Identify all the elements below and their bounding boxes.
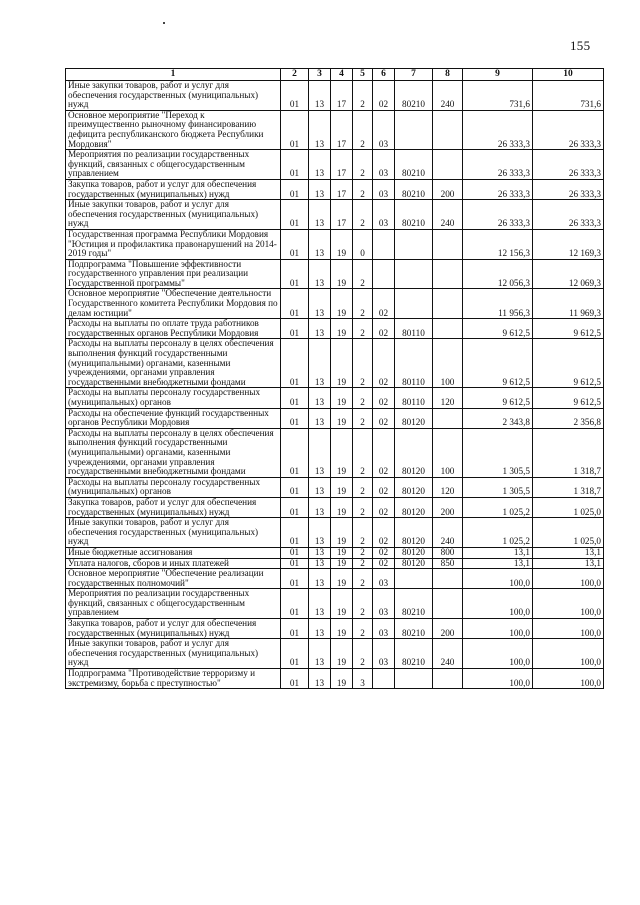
header-cell-3: 3 (309, 69, 331, 81)
row-code-cell: 13 (309, 518, 331, 548)
row-name-cell: Основное мероприятие "Обеспечение реализации государственных полномочий" (66, 569, 281, 589)
row-code-cell: 13 (309, 339, 331, 388)
row-code-cell: 13 (309, 150, 331, 180)
row-code-cell: 240 (433, 518, 463, 548)
row-code-cell: 01 (281, 569, 309, 589)
row-code-cell: 80120 (395, 497, 433, 517)
row-code-cell: 13 (309, 619, 331, 639)
row-code-cell: 01 (281, 589, 309, 619)
row-code-cell: 01 (281, 477, 309, 497)
row-amount-cell: 1 025,2 (463, 497, 533, 517)
row-code-cell: 13 (309, 547, 331, 558)
row-code-cell: 03 (373, 589, 395, 619)
row-code-cell: 02 (373, 289, 395, 319)
row-code-cell: 2 (353, 150, 373, 180)
row-code-cell: 01 (281, 428, 309, 477)
row-code-cell: 80120 (395, 408, 433, 428)
page-number: 155 (570, 38, 591, 53)
row-code-cell: 19 (331, 518, 353, 548)
row-code-cell (433, 259, 463, 289)
row-code-cell: 03 (373, 200, 395, 230)
row-code-cell: 03 (373, 110, 395, 149)
row-code-cell: 80210 (395, 200, 433, 230)
row-amount-cell: 12 156,3 (463, 229, 533, 259)
row-amount-cell: 1 025,2 (463, 518, 533, 548)
row-name-cell: Расходы на выплаты по оплате труда работников государственных органов Республики Мордовия (66, 319, 281, 339)
row-amount-cell: 100,0 (463, 669, 533, 689)
row-code-cell: 2 (353, 339, 373, 388)
row-code-cell: 13 (309, 388, 331, 408)
row-code-cell: 02 (373, 339, 395, 388)
row-code-cell: 13 (309, 569, 331, 589)
row-code-cell: 2 (353, 408, 373, 428)
row-code-cell: 2 (353, 289, 373, 319)
row-code-cell: 19 (331, 259, 353, 289)
row-code-cell: 0 (353, 229, 373, 259)
row-code-cell: 19 (331, 408, 353, 428)
row-code-cell: 19 (331, 388, 353, 408)
row-code-cell: 17 (331, 81, 353, 111)
row-code-cell: 800 (433, 547, 463, 558)
header-cell-7: 7 (395, 69, 433, 81)
header-cell-6: 6 (373, 69, 395, 81)
row-code-cell: 13 (309, 639, 331, 669)
row-code-cell: 13 (309, 477, 331, 497)
row-amount-cell: 2 343,8 (463, 408, 533, 428)
row-amount-cell: 1 025,0 (533, 497, 604, 517)
row-amount-cell: 100,0 (533, 639, 604, 669)
table-row (66, 150, 604, 180)
row-code-cell: 02 (373, 388, 395, 408)
row-code-cell: 01 (281, 259, 309, 289)
row-amount-cell: 731,6 (463, 81, 533, 111)
row-code-cell: 13 (309, 200, 331, 230)
row-code-cell: 01 (281, 150, 309, 180)
row-code-cell: 19 (331, 558, 353, 569)
row-code-cell (433, 408, 463, 428)
row-code-cell: 17 (331, 150, 353, 180)
header-cell-2: 2 (281, 69, 309, 81)
row-code-cell: 200 (433, 619, 463, 639)
row-name-cell: Расходы на выплаты персоналу государственных (муниципальных) органов (66, 477, 281, 497)
row-code-cell: 850 (433, 558, 463, 569)
table-row (66, 639, 604, 669)
row-name-cell: Закупка товаров, работ и услуг для обеспечения государственных (муниципальных) нужд (66, 619, 281, 639)
row-code-cell: 13 (309, 259, 331, 289)
row-code-cell: 02 (373, 558, 395, 569)
row-code-cell: 13 (309, 497, 331, 517)
row-amount-cell: 12 056,3 (463, 259, 533, 289)
row-code-cell: 01 (281, 558, 309, 569)
row-code-cell: 80210 (395, 150, 433, 180)
row-code-cell: 2 (353, 179, 373, 199)
row-code-cell: 80210 (395, 589, 433, 619)
row-code-cell: 19 (331, 229, 353, 259)
row-name-cell: Иные закупки товаров, работ и услуг для обеспечения государственных (муниципальных) нужд (66, 518, 281, 548)
row-code-cell: 01 (281, 408, 309, 428)
row-code-cell: 2 (353, 319, 373, 339)
row-name-cell: Государственная программа Республики Мордовия "Юстиция и профилактика правонарушений на 2014-2019 годы" (66, 229, 281, 259)
row-code-cell: 02 (373, 408, 395, 428)
row-code-cell: 03 (373, 150, 395, 180)
row-code-cell: 03 (373, 619, 395, 639)
row-code-cell: 2 (353, 497, 373, 517)
row-code-cell: 02 (373, 497, 395, 517)
row-code-cell: 19 (331, 497, 353, 517)
row-name-cell: Расходы на выплаты персоналу государственных (муниципальных) органов (66, 388, 281, 408)
header-cell-4: 4 (331, 69, 353, 81)
row-amount-cell: 9 612,5 (463, 339, 533, 388)
row-code-cell: 2 (353, 477, 373, 497)
row-code-cell: 240 (433, 639, 463, 669)
row-amount-cell: 1 305,5 (463, 477, 533, 497)
row-amount-cell: 100,0 (463, 569, 533, 589)
table-row (66, 339, 604, 388)
row-code-cell: 01 (281, 639, 309, 669)
row-code-cell: 01 (281, 619, 309, 639)
row-code-cell: 03 (373, 179, 395, 199)
row-code-cell: 13 (309, 408, 331, 428)
row-code-cell (433, 569, 463, 589)
row-name-cell: Мероприятия по реализации государственных функций, связанных с общегосударственным управлением (66, 589, 281, 619)
row-code-cell: 2 (353, 81, 373, 111)
table-row (66, 408, 604, 428)
row-code-cell: 2 (353, 589, 373, 619)
row-amount-cell: 9 612,5 (463, 388, 533, 408)
row-code-cell: 80120 (395, 518, 433, 548)
row-code-cell: 19 (331, 428, 353, 477)
row-amount-cell: 1 025,0 (533, 518, 604, 548)
row-code-cell: 01 (281, 518, 309, 548)
table-row (66, 558, 604, 569)
row-amount-cell: 26 333,3 (463, 150, 533, 180)
row-name-cell: Расходы на выплаты персоналу в целях обеспечения выполнения функций государственными (муниципальными) органами, казенными учреждениями, органами управления государственными внебюджетными фондами (66, 428, 281, 477)
row-code-cell: 03 (373, 569, 395, 589)
row-code-cell (433, 110, 463, 149)
row-code-cell: 01 (281, 319, 309, 339)
row-code-cell: 2 (353, 518, 373, 548)
row-code-cell: 240 (433, 81, 463, 111)
table-row (66, 518, 604, 548)
row-code-cell (395, 569, 433, 589)
row-code-cell: 80210 (395, 639, 433, 669)
row-code-cell: 02 (373, 428, 395, 477)
row-code-cell: 17 (331, 200, 353, 230)
row-amount-cell: 26 333,3 (463, 110, 533, 149)
row-code-cell (395, 229, 433, 259)
row-name-cell: Закупка товаров, работ и услуг для обеспечения государственных (муниципальных) нужд (66, 497, 281, 517)
row-code-cell: 19 (331, 619, 353, 639)
budget-table (65, 68, 604, 689)
row-code-cell: 80120 (395, 558, 433, 569)
row-amount-cell: 26 333,3 (533, 150, 604, 180)
row-name-cell: Подпрограмма "Противодействие терроризму и экстремизму, борьба с преступностью" (66, 669, 281, 689)
row-amount-cell: 26 333,3 (463, 200, 533, 230)
row-amount-cell: 13,1 (533, 547, 604, 558)
scan-speck (163, 22, 165, 24)
row-code-cell: 120 (433, 477, 463, 497)
header-cell-9: 9 (463, 69, 533, 81)
row-amount-cell: 9 612,5 (533, 388, 604, 408)
row-code-cell (373, 259, 395, 289)
row-code-cell: 2 (353, 619, 373, 639)
row-code-cell: 240 (433, 200, 463, 230)
row-code-cell: 02 (373, 81, 395, 111)
table-row (66, 669, 604, 689)
row-code-cell: 200 (433, 179, 463, 199)
row-code-cell: 01 (281, 497, 309, 517)
row-code-cell: 19 (331, 669, 353, 689)
row-code-cell: 200 (433, 497, 463, 517)
row-code-cell: 100 (433, 339, 463, 388)
row-name-cell: Подпрограмма "Повышение эффективности государственного управления при реализации Государственной программы" (66, 259, 281, 289)
row-code-cell: 01 (281, 388, 309, 408)
row-code-cell: 100 (433, 428, 463, 477)
row-code-cell: 02 (373, 518, 395, 548)
row-amount-cell: 1 318,7 (533, 428, 604, 477)
row-code-cell: 02 (373, 547, 395, 558)
row-amount-cell: 9 612,5 (533, 319, 604, 339)
row-code-cell: 2 (353, 639, 373, 669)
row-name-cell: Иные закупки товаров, работ и услуг для обеспечения государственных (муниципальных) нужд (66, 200, 281, 230)
row-code-cell: 19 (331, 639, 353, 669)
row-amount-cell: 9 612,5 (463, 319, 533, 339)
row-code-cell: 13 (309, 558, 331, 569)
table-row (66, 428, 604, 477)
row-amount-cell: 13,1 (533, 558, 604, 569)
row-code-cell: 17 (331, 179, 353, 199)
table-row (66, 497, 604, 517)
row-code-cell: 13 (309, 289, 331, 319)
row-code-cell: 2 (353, 569, 373, 589)
row-code-cell: 13 (309, 669, 331, 689)
table-row (66, 477, 604, 497)
table-header-row (66, 69, 604, 81)
row-code-cell: 17 (331, 110, 353, 149)
row-code-cell: 19 (331, 289, 353, 319)
row-code-cell: 80110 (395, 339, 433, 388)
row-code-cell (433, 589, 463, 619)
row-code-cell: 03 (373, 639, 395, 669)
row-code-cell: 80210 (395, 179, 433, 199)
row-code-cell: 01 (281, 81, 309, 111)
row-code-cell: 120 (433, 388, 463, 408)
row-amount-cell: 731,6 (533, 81, 604, 111)
row-code-cell (373, 229, 395, 259)
table-row (66, 259, 604, 289)
row-amount-cell: 26 333,3 (463, 179, 533, 199)
row-amount-cell: 26 333,3 (533, 200, 604, 230)
row-code-cell: 01 (281, 179, 309, 199)
row-code-cell: 80120 (395, 428, 433, 477)
row-code-cell: 3 (353, 669, 373, 689)
row-amount-cell: 11 969,3 (533, 289, 604, 319)
row-amount-cell: 12 169,3 (533, 229, 604, 259)
row-code-cell: 13 (309, 229, 331, 259)
row-code-cell (395, 259, 433, 289)
row-code-cell: 80210 (395, 619, 433, 639)
row-amount-cell: 13,1 (463, 547, 533, 558)
row-code-cell (433, 669, 463, 689)
table-row (66, 289, 604, 319)
row-amount-cell: 26 333,3 (533, 179, 604, 199)
row-code-cell: 13 (309, 179, 331, 199)
row-code-cell: 02 (373, 319, 395, 339)
row-code-cell (433, 289, 463, 319)
row-amount-cell: 100,0 (533, 569, 604, 589)
table-row (66, 110, 604, 149)
table-body (66, 81, 604, 689)
row-code-cell: 80210 (395, 81, 433, 111)
row-code-cell: 2 (353, 110, 373, 149)
row-code-cell: 2 (353, 200, 373, 230)
row-name-cell: Мероприятия по реализации государственных функций, связанных с общегосударственным управлением (66, 150, 281, 180)
row-code-cell: 80120 (395, 547, 433, 558)
row-amount-cell: 12 069,3 (533, 259, 604, 289)
row-code-cell: 19 (331, 339, 353, 388)
table-row (66, 619, 604, 639)
header-cell-10: 10 (533, 69, 604, 81)
row-code-cell: 19 (331, 319, 353, 339)
row-code-cell: 80110 (395, 388, 433, 408)
row-code-cell (433, 229, 463, 259)
header-cell-5: 5 (353, 69, 373, 81)
row-amount-cell: 11 956,3 (463, 289, 533, 319)
table-row (66, 547, 604, 558)
row-amount-cell: 100,0 (533, 669, 604, 689)
row-code-cell: 01 (281, 110, 309, 149)
row-code-cell: 01 (281, 669, 309, 689)
table-row (66, 81, 604, 111)
row-code-cell (395, 110, 433, 149)
row-code-cell: 13 (309, 81, 331, 111)
row-name-cell: Закупка товаров, работ и услуг для обеспечения государственных (муниципальных) нужд (66, 179, 281, 199)
row-amount-cell: 13,1 (463, 558, 533, 569)
row-amount-cell: 2 356,8 (533, 408, 604, 428)
row-code-cell: 13 (309, 589, 331, 619)
row-code-cell: 2 (353, 388, 373, 408)
table-row (66, 388, 604, 408)
table-row (66, 319, 604, 339)
row-name-cell: Иные закупки товаров, работ и услуг для обеспечения государственных (муниципальных) нужд (66, 81, 281, 111)
row-code-cell (395, 289, 433, 319)
row-amount-cell: 100,0 (463, 639, 533, 669)
row-code-cell: 19 (331, 477, 353, 497)
row-amount-cell: 100,0 (463, 589, 533, 619)
table-row (66, 589, 604, 619)
row-name-cell: Уплата налогов, сборов и иных платежей (66, 558, 281, 569)
table-row (66, 569, 604, 589)
row-code-cell: 2 (353, 547, 373, 558)
row-code-cell (433, 150, 463, 180)
row-name-cell: Основное мероприятие "Переход к преимущественно рыночному финансированию дефицита республиканского бюджета Республики Мордовия" (66, 110, 281, 149)
row-amount-cell: 1 318,7 (533, 477, 604, 497)
header-cell-1: 1 (66, 69, 281, 81)
row-name-cell: Иные бюджетные ассигнования (66, 547, 281, 558)
row-code-cell: 01 (281, 547, 309, 558)
row-amount-cell: 100,0 (533, 589, 604, 619)
row-code-cell: 01 (281, 339, 309, 388)
row-code-cell: 01 (281, 289, 309, 319)
row-code-cell (433, 319, 463, 339)
row-code-cell: 19 (331, 547, 353, 558)
row-code-cell: 2 (353, 558, 373, 569)
row-code-cell: 13 (309, 110, 331, 149)
row-amount-cell: 9 612,5 (533, 339, 604, 388)
row-code-cell: 2 (353, 259, 373, 289)
row-code-cell: 19 (331, 589, 353, 619)
row-code-cell: 13 (309, 428, 331, 477)
table-row (66, 179, 604, 199)
row-name-cell: Основное мероприятие "Обеспечение деятельности Государственного комитета Республики Мордовия по делам юстиции" (66, 289, 281, 319)
header-cell-8: 8 (433, 69, 463, 81)
row-amount-cell: 26 333,3 (533, 110, 604, 149)
row-code-cell: 80110 (395, 319, 433, 339)
row-code-cell: 19 (331, 569, 353, 589)
row-code-cell: 02 (373, 477, 395, 497)
table-row (66, 200, 604, 230)
table-row (66, 229, 604, 259)
row-code-cell: 01 (281, 229, 309, 259)
row-name-cell: Расходы на выплаты персоналу в целях обеспечения выполнения функций государственными (муниципальными) органами, казенными учреждениями, органами управления государственными внебюджетными фондами (66, 339, 281, 388)
row-code-cell: 80120 (395, 477, 433, 497)
row-code-cell: 13 (309, 319, 331, 339)
row-name-cell: Расходы на обеспечение функций государственных органов Республики Мордовия (66, 408, 281, 428)
row-amount-cell: 1 305,5 (463, 428, 533, 477)
row-name-cell: Иные закупки товаров, работ и услуг для обеспечения государственных (муниципальных) нужд (66, 639, 281, 669)
row-code-cell: 01 (281, 200, 309, 230)
row-amount-cell: 100,0 (533, 619, 604, 639)
row-code-cell (395, 669, 433, 689)
row-code-cell: 2 (353, 428, 373, 477)
row-amount-cell: 100,0 (463, 619, 533, 639)
row-code-cell (373, 669, 395, 689)
